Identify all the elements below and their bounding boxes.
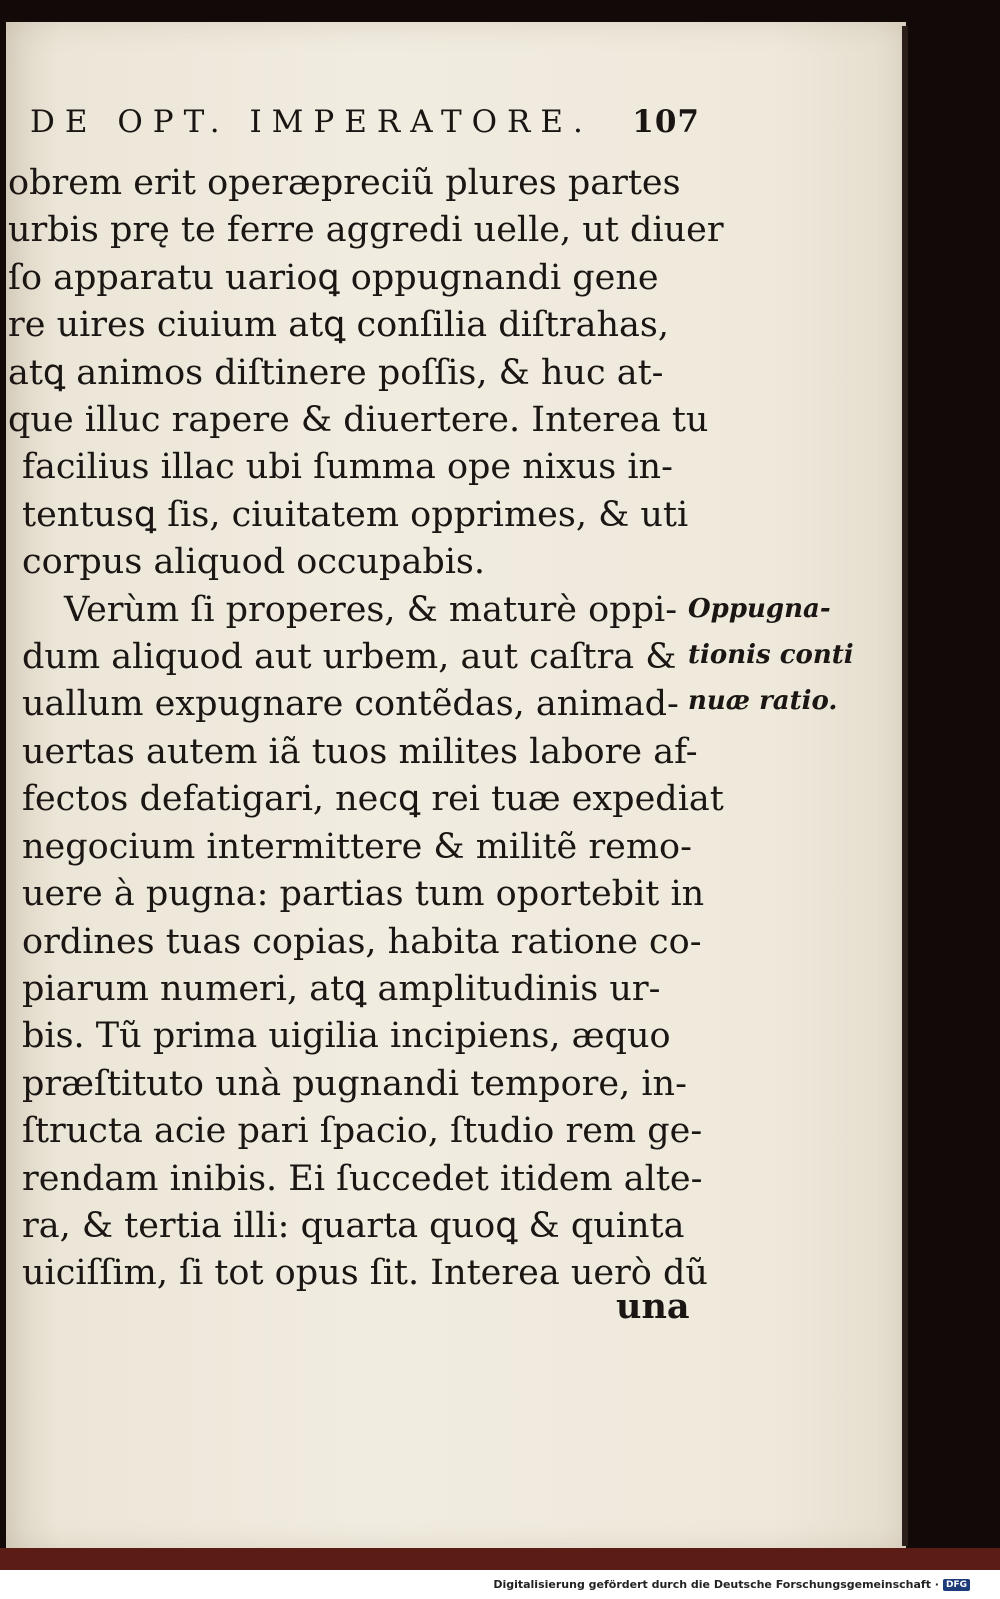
scan-bottom-band: [0, 1548, 1000, 1570]
marginal-note-line: tionis conti: [688, 640, 854, 670]
text-line: ra, & tertia illi: quarta quoꝗ & quinta: [22, 1205, 685, 1246]
text-line: re uires ciuium atꝗ conſilia diſtrahas,: [8, 305, 669, 346]
text-line: tentusꝗ ſis, ciuitatem opprimes, & uti: [22, 494, 689, 535]
body-text: [8, 160, 724, 1298]
text-line: negocium intermittere & militẽ remo-: [22, 826, 692, 867]
marginal-note-line: nuæ ratio.: [688, 686, 838, 716]
credit-text: Digitalisierung gefördert durch die Deutsche Forschungsgemeinschaft ·: [493, 1578, 939, 1591]
text-line: ſo apparatu uarioꝗ oppugnandi gene: [8, 257, 659, 298]
text-line: atꝗ animos diſtinere poſſis, & huc at-: [8, 352, 664, 393]
text-line: dum aliquod aut urbem, aut caſtra &: [22, 637, 677, 678]
text-line: urbis prę te ferre aggredi uelle, ut diuer: [8, 210, 724, 251]
text-line: fectos defatigari, necꝗ rei tuæ expediat: [22, 779, 724, 820]
digitization-credit: [493, 1578, 970, 1591]
text-line: obrem erit operæpreciũ plures partes: [8, 163, 681, 203]
marginal-note-line: Oppugna-: [688, 594, 831, 624]
text-line: uiciſſim, ſi tot opus ſit. Interea uerò dũ: [22, 1253, 708, 1294]
text-line: corpus aliquod occupabis.: [22, 542, 486, 583]
text-line: præſtituto unà pugnandi tempore, in-: [22, 1063, 687, 1104]
page-number: 107: [632, 104, 700, 140]
text-line: Verùm ſi properes, & maturè oppi-: [64, 589, 678, 630]
text-line: rendam inibis. Ei ſuccedet itidem alte-: [22, 1158, 703, 1199]
text-line: piarum numeri, atꝗ amplitudinis ur-: [22, 968, 661, 1009]
running-title: DE OPT. IMPERATORE.: [30, 104, 593, 140]
text-line: facilius illac ubi ſumma ope nixus in-: [22, 447, 673, 488]
text-line: ordines tuas copias, habita ratione co-: [22, 921, 702, 962]
text-line: que illuc rapere & diuertere. Interea tu: [8, 400, 709, 441]
text-line: uere à pugna: partias tum oportebit in: [22, 874, 705, 915]
text-line: ſtructa acie pari ſpacio, ſtudio rem ge-: [22, 1111, 703, 1152]
catchword: una: [616, 1286, 690, 1327]
page-header: [30, 104, 700, 140]
page-edge: [902, 26, 908, 1546]
text-line: uertas autem iã tuos milites labore af-: [22, 731, 698, 772]
marginal-note: [688, 586, 854, 724]
text-line: uallum expugnare contẽdas, animad-: [22, 684, 679, 725]
dfg-logo: DFG: [943, 1579, 970, 1591]
text-line: bis. Tũ prima uigilia incipiens, æquo: [22, 1016, 671, 1057]
